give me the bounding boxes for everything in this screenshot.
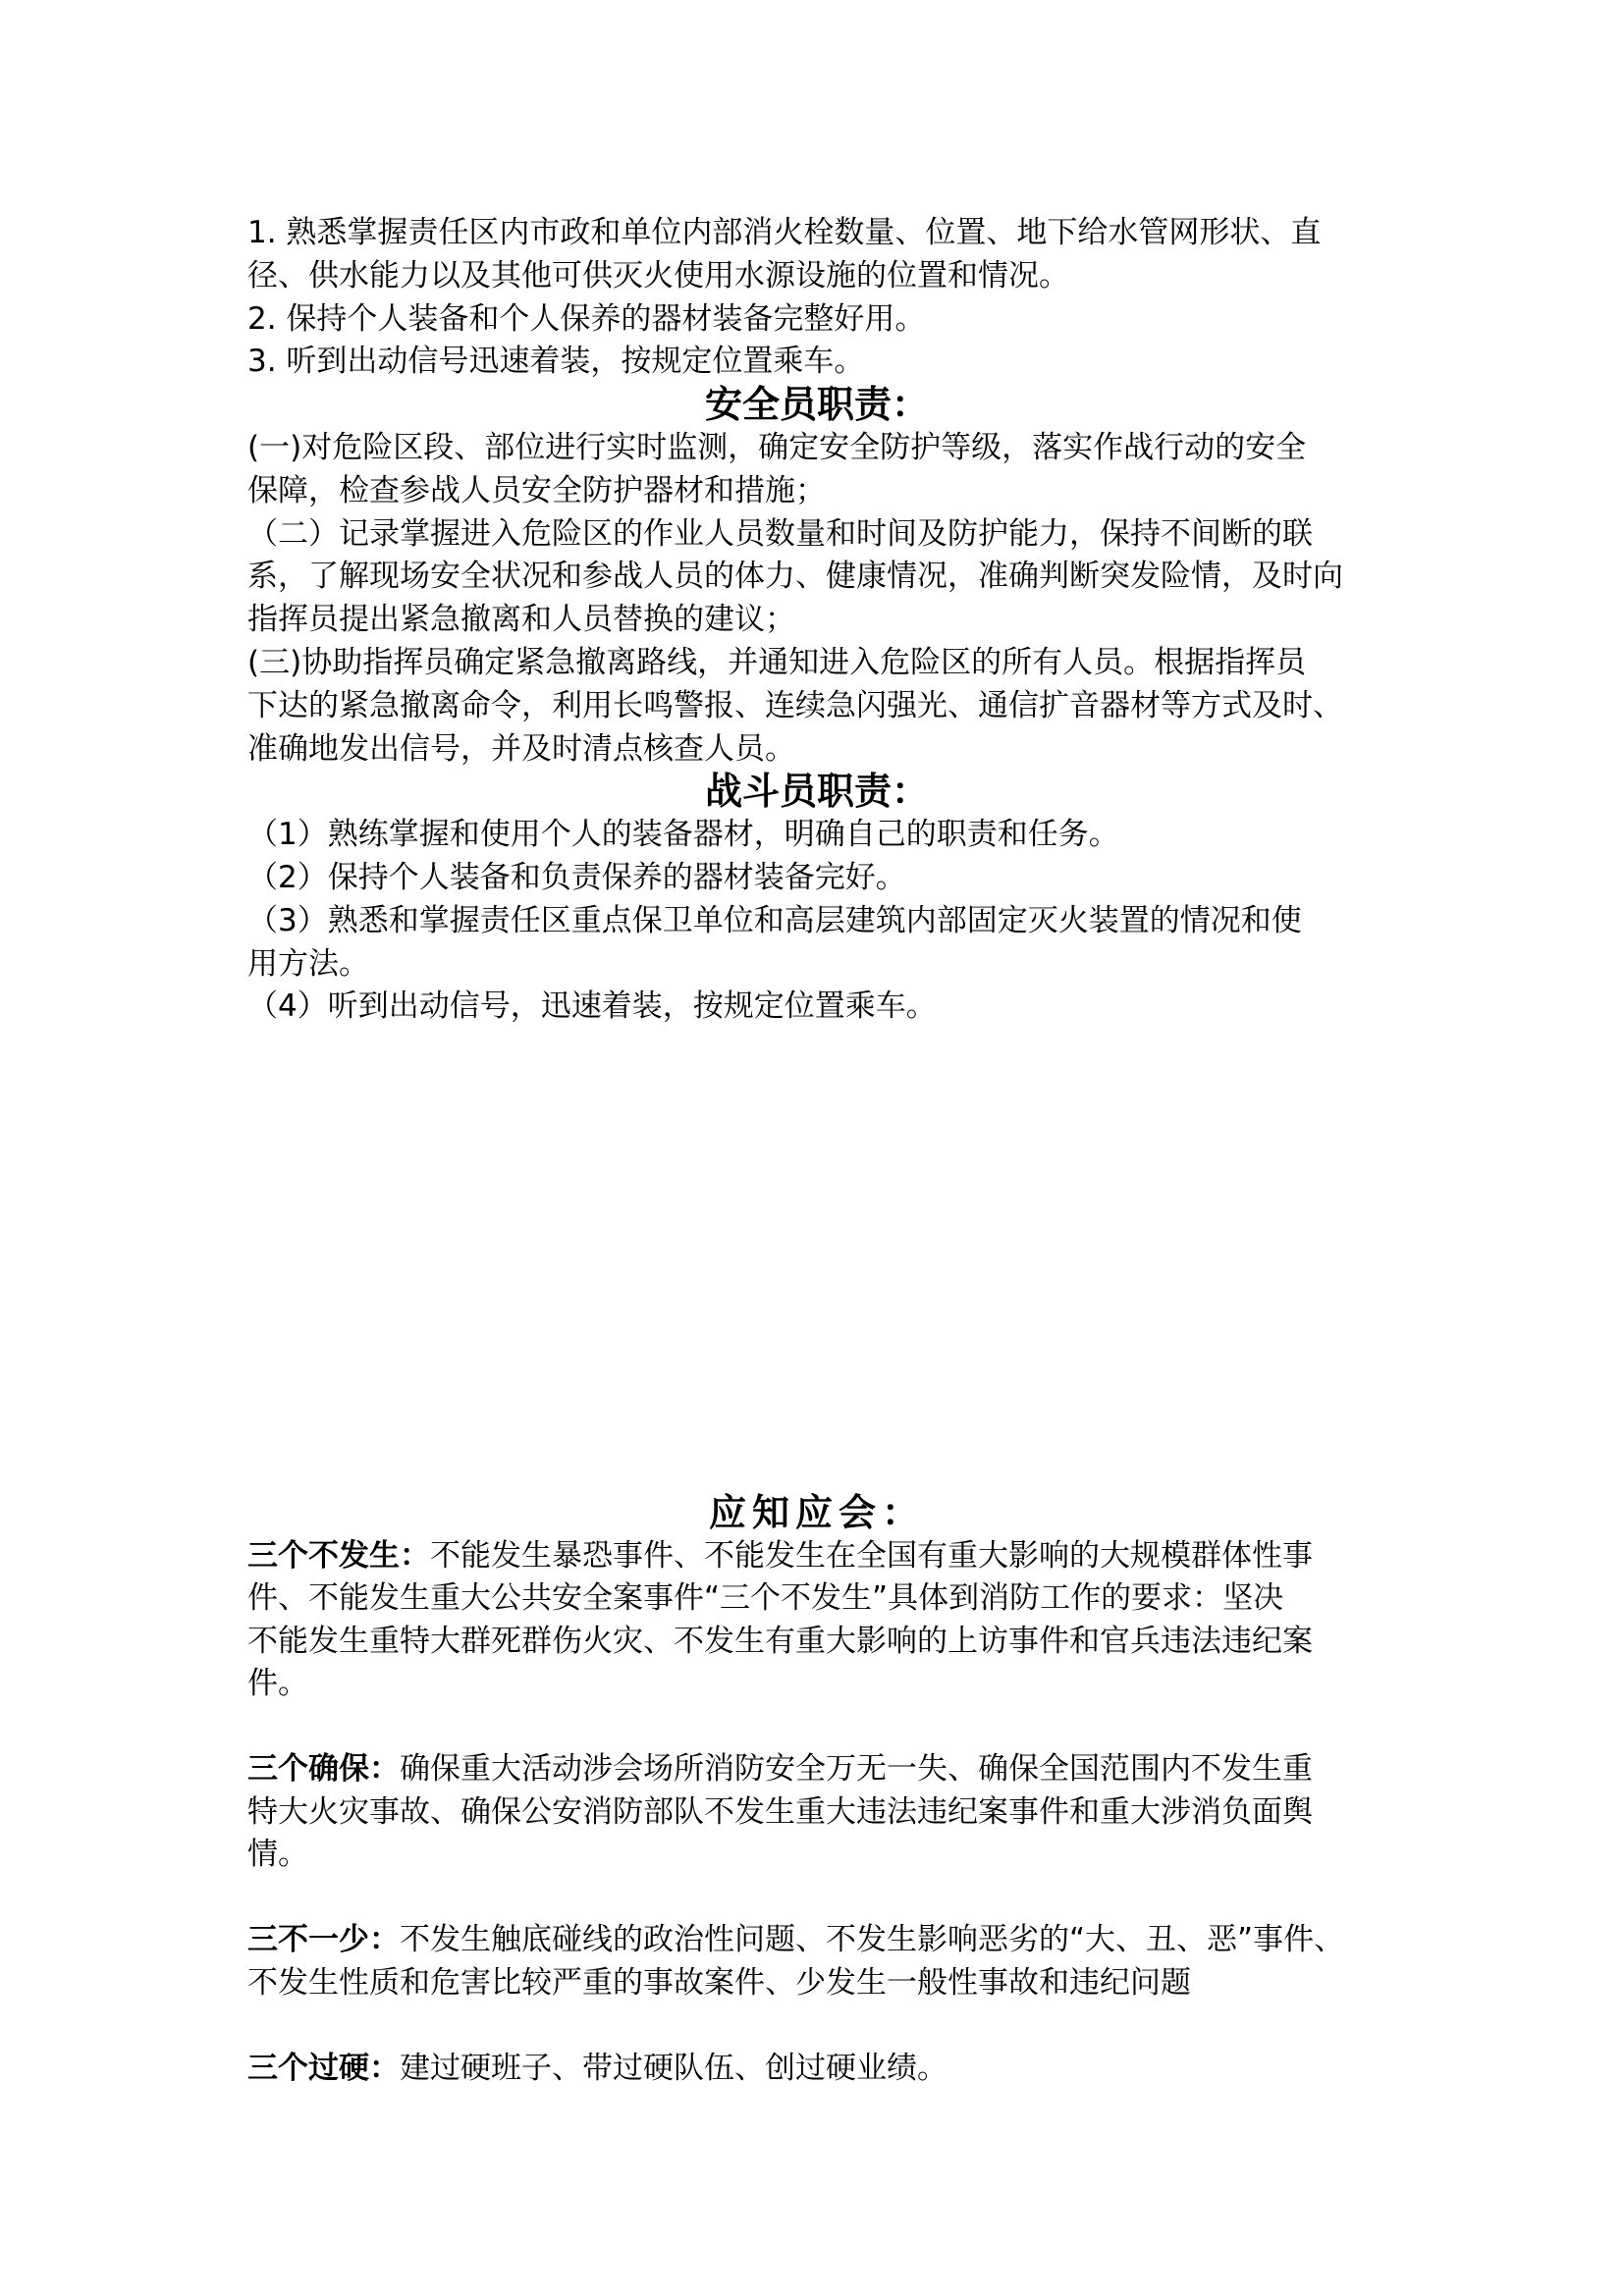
- three-no-one-less: [247, 1919, 1386, 2004]
- text-line-content: 不能发生重特大群死群伤火灾、不发生有重大影响的上访事件和官兵违法违纪案: [247, 1623, 1313, 1659]
- text-line-content: 特大火灾事故、确保公安消防部队不发生重大违法违纪案事件和重大涉消负面舆: [247, 1793, 1313, 1830]
- must-know-section: [247, 1492, 1386, 2090]
- text-line: [247, 1962, 1386, 2005]
- term-label: 三不一少：: [247, 1922, 400, 1957]
- text-line: [247, 1621, 1386, 1664]
- text-line: 1. 熟悉掌握责任区内市政和单位内部消火栓数量、位置、地下给水管网形状、直: [247, 215, 1322, 250]
- spacer: [247, 1877, 1386, 1920]
- safety-duty-1: [247, 427, 1386, 513]
- item-1: [247, 212, 1386, 298]
- term-definition: 确保重大活动涉会场所消防安全万无一失、确保全国范围内不发生重: [400, 1751, 1313, 1787]
- duties-section: [247, 212, 1386, 1029]
- fighter-duty-2: [247, 857, 1386, 900]
- text-line: [247, 2048, 1386, 2091]
- three-no-occur: [247, 1535, 1386, 1706]
- spacer: [247, 2004, 1386, 2048]
- text-line: [247, 1535, 1386, 1578]
- text-line: 2. 保持个人装备和个人保养的器材装备完整好用。: [247, 300, 926, 337]
- text-line: (三)协助指挥员确定紧急撤离路线，并通知进入危险区的所有人员。根据指挥员: [247, 644, 1307, 680]
- text-line: 准确地发出信号，并及时清点核查人员。: [247, 730, 795, 767]
- text-line-content: 件、不能发生重大公共安全案事件“三个不发生”具体到消防工作的要求：坚决: [247, 1580, 1284, 1616]
- safety-duty-3: [247, 642, 1386, 771]
- text-line-content: 件。: [247, 1666, 308, 1701]
- text-line: 径、供水能力以及其他可供灭火使用水源设施的位置和情况。: [247, 257, 1069, 294]
- text-line: [247, 1663, 1386, 1706]
- text-line: 3. 听到出动信号迅速着装，按规定位置乘车。: [247, 344, 865, 380]
- text-line: 下达的紧急撤离命令，利用长鸣警报、连续急闪强光、通信扩音器材等方式及时、: [247, 687, 1343, 723]
- text-line: （2）保持个人装备和负责保养的器材装备完好。: [247, 859, 906, 895]
- must-know-heading: 应知应会：: [708, 1491, 925, 1534]
- text-line: [247, 1577, 1386, 1621]
- term-definition: 不发生触底碰线的政治性问题、不发生影响恶劣的“大、丑、恶”事件、: [400, 1922, 1345, 1957]
- text-line: (一)对危险区段、部位进行实时监测，确定安全防护等级，落实作战行动的安全: [247, 429, 1307, 465]
- safety-duty-2: [247, 513, 1386, 642]
- text-line: （二）记录掌握进入危险区的作业人员数量和时间及防护能力，保持不间断的联: [247, 515, 1313, 552]
- text-line: 指挥员提出紧急撤离和人员替换的建议；: [247, 602, 795, 638]
- text-line: 保障，检查参战人员安全防护器材和措施；: [247, 472, 826, 508]
- text-line: [247, 1748, 1386, 1791]
- text-line: 用方法。: [247, 945, 369, 982]
- fighter-heading: 战斗员职责：: [704, 770, 929, 814]
- text-line-content: 情。: [247, 1837, 308, 1872]
- term-definition: 建过硬班子、带过硬队伍、创过硬业绩。: [400, 2050, 947, 2086]
- item-2: [247, 298, 1386, 342]
- term-definition: 不能发生暴恐事件、不能发生在全国有重大影响的大规模群体性事: [430, 1537, 1313, 1574]
- text-line: [247, 1834, 1386, 1877]
- spacer: [247, 1706, 1386, 1749]
- text-line: （3）熟悉和掌握责任区重点保卫单位和高层建筑内部固定灭火装置的情况和使: [247, 902, 1302, 938]
- fighter-duty-3: [247, 900, 1386, 987]
- text-line: （1）熟练掌握和使用个人的装备器材，明确自己的职责和任务。: [247, 817, 1119, 853]
- text-line: （4）听到出动信号，迅速着装，按规定位置乘车。: [247, 988, 937, 1025]
- text-line: 系，了解现场安全状况和参战人员的体力、健康情况，准确判断突发险情，及时向: [247, 559, 1343, 595]
- term-label: 三个确保：: [247, 1751, 400, 1787]
- item-3: [247, 341, 1386, 384]
- text-line: [247, 1791, 1386, 1835]
- text-line: [247, 1919, 1386, 1962]
- term-label: 三个过硬：: [247, 2050, 400, 2086]
- three-hard: [247, 2048, 1386, 2091]
- term-label: 三个不发生：: [247, 1537, 430, 1574]
- fighter-duty-4: [247, 986, 1386, 1029]
- three-ensure: [247, 1748, 1386, 1877]
- fighter-duty-1: [247, 814, 1386, 857]
- text-line-content: 不发生性质和危害比较严重的事故案件、少发生一般性事故和违纪问题: [247, 1964, 1191, 2001]
- safety-officer-heading: 安全员职责：: [704, 383, 929, 427]
